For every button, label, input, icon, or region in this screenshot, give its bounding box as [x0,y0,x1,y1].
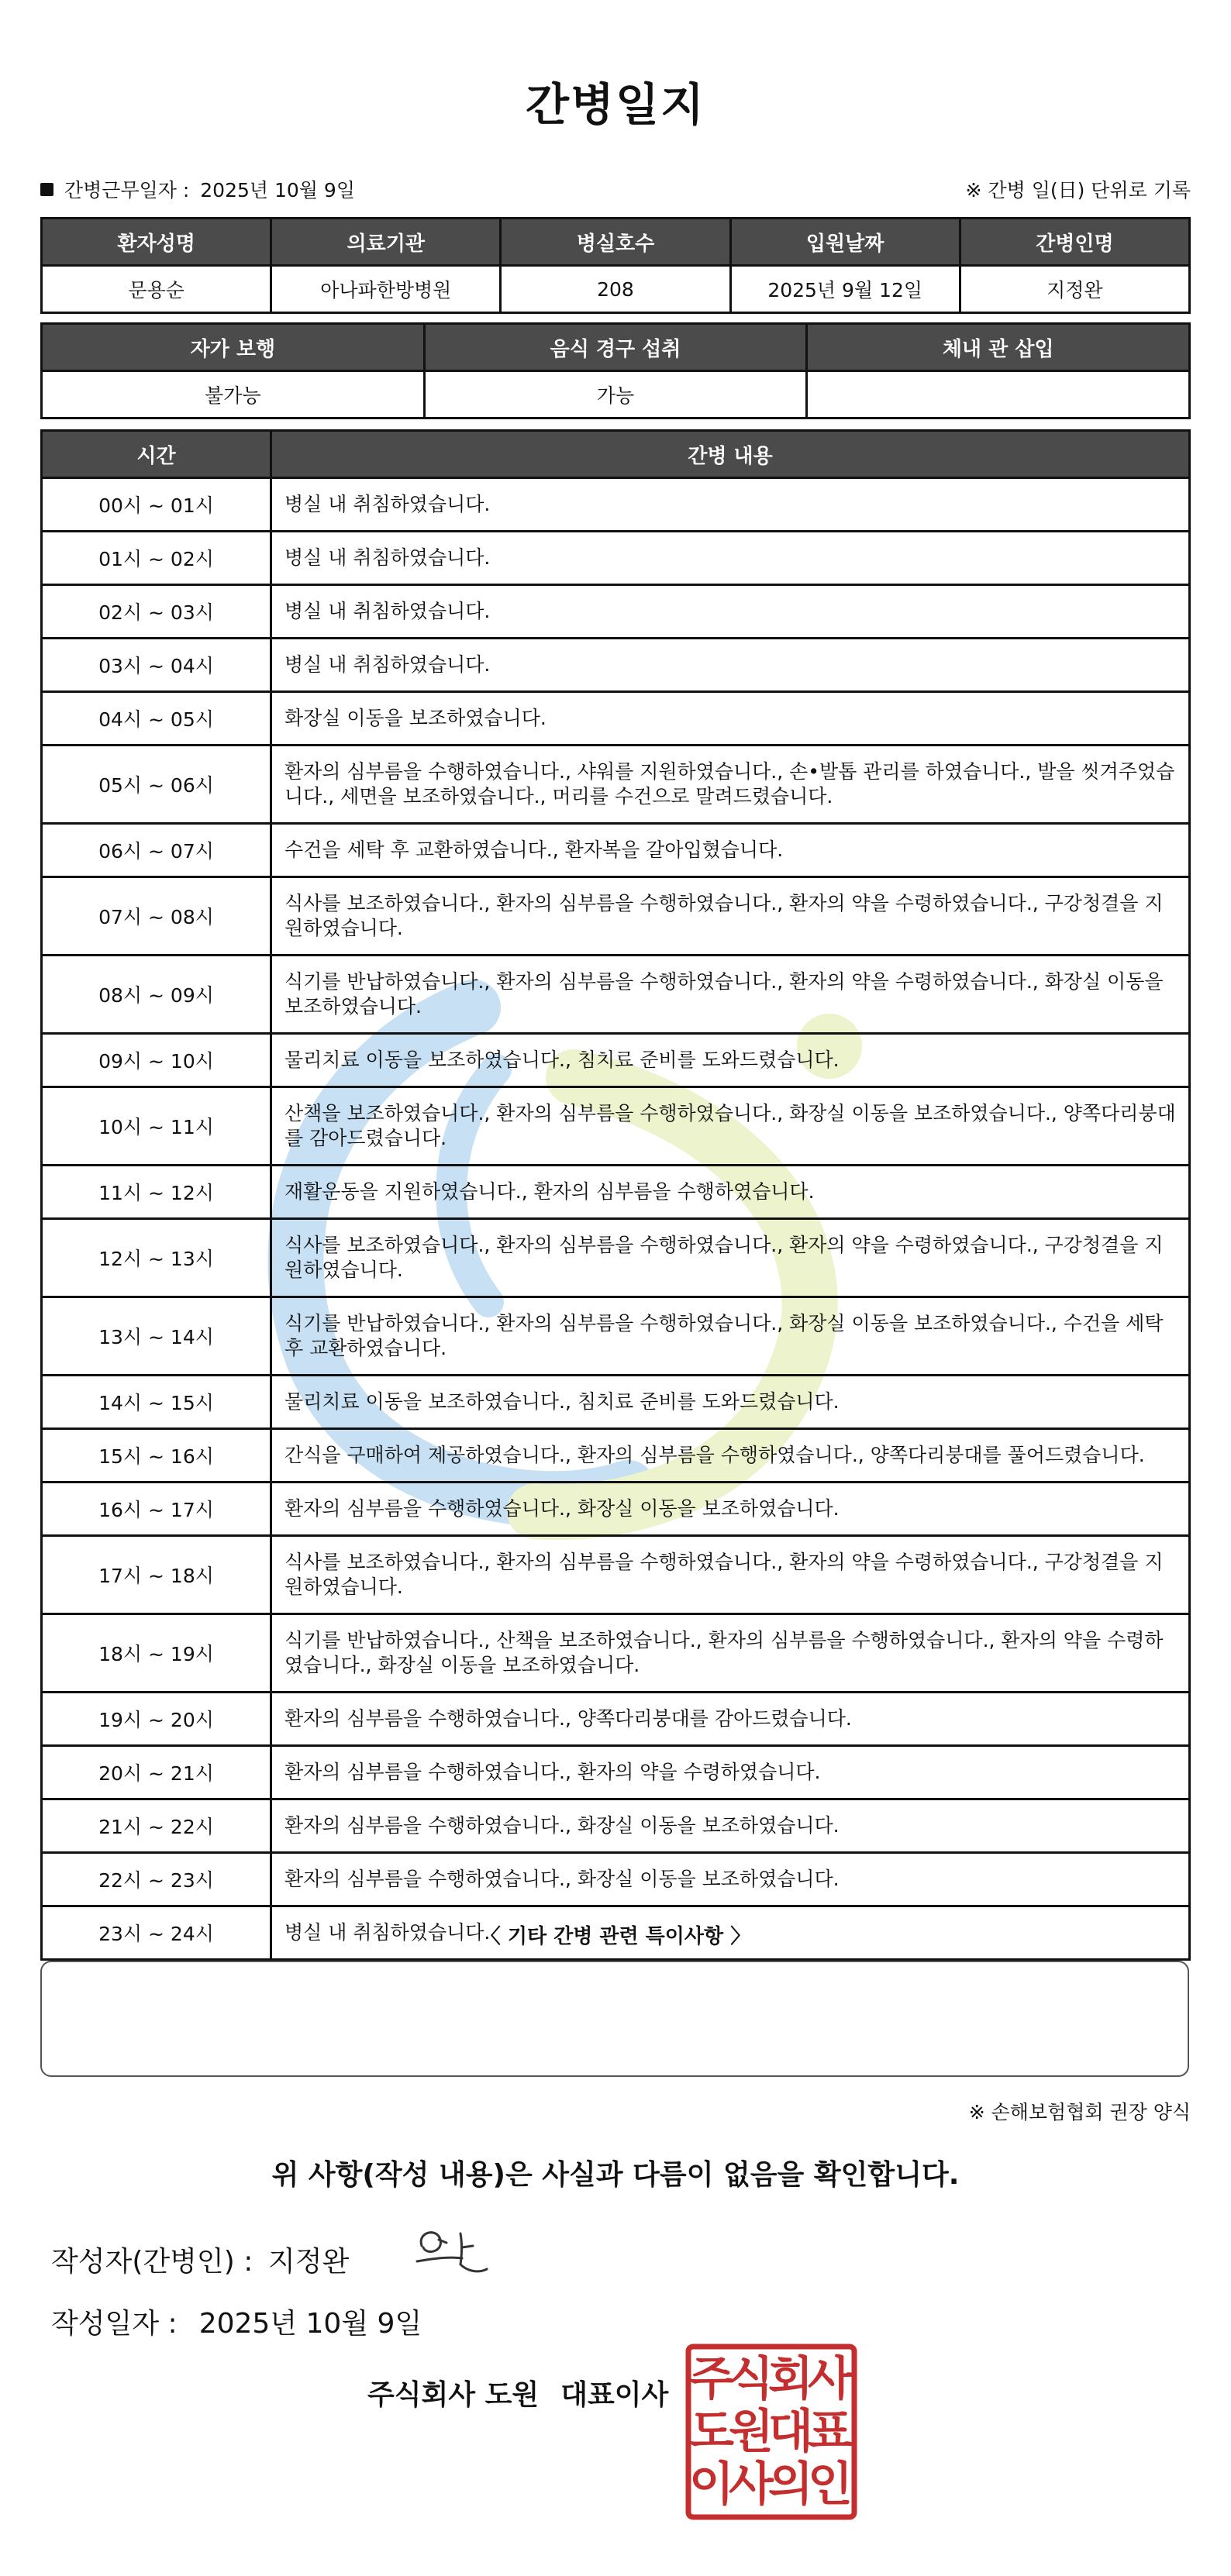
bullet-square-icon [40,183,53,196]
care-log-content: 환자의 심부름을 수행하였습니다., 화장실 이동을 보조하였습니다. [271,1799,1190,1853]
seal-character: 대 [768,2405,813,2459]
company-line [367,2373,668,2412]
care-log-row [42,1483,1190,1536]
care-log-content: 병실 내 취침하였습니다. [271,585,1190,639]
care-log-row [42,1087,1190,1166]
status-tube [807,371,1190,418]
care-log-content: 물리치료 이동을 보조하였습니다., 침치료 준비를 도와드렸습니다. [271,1376,1190,1429]
care-log-content: 식기를 반납하였습니다., 산책을 보조하였습니다., 환자의 심부름을 수행하였습니다., 환자의 약을 수령하였습니다., 화장실 이동을 보조하였습니다. [271,1614,1190,1693]
seal-character: 회 [768,2352,813,2406]
care-log-time: 20시 ~ 21시 [42,1746,271,1799]
care-log-row [42,1693,1190,1746]
handwritten-signature [411,2223,496,2285]
care-log-time: 02시 ~ 03시 [42,585,271,639]
care-log-time: 14시 ~ 15시 [42,1376,271,1429]
care-log-content: 산책을 보조하였습니다., 환자의 심부름을 수행하였습니다., 화장실 이동을 보조하였습니다., 양쪽다리붕대를 감아드렸습니다. [271,1087,1190,1166]
info-header-room: 병실호수 [501,219,730,266]
care-log-row [42,585,1190,639]
status-header-walking: 자가 보행 [42,324,425,371]
care-log-content: 환자의 심부름을 수행하였습니다., 양쪽다리붕대를 감아드렸습니다. [271,1693,1190,1746]
seal-character: 사 [808,2352,853,2406]
care-log-time: 17시 ~ 18시 [42,1536,271,1614]
seal-character: 원 [729,2405,774,2459]
company-representative: 대표이사 [560,2379,669,2411]
care-log-row [42,1034,1190,1087]
care-log-row [42,692,1190,746]
info-header-admission-date: 입원날짜 [730,219,960,266]
care-log-time: 22시 ~ 23시 [42,1853,271,1906]
care-log-row [42,1853,1190,1906]
care-log-row [42,1536,1190,1614]
write-date-line [51,2302,422,2341]
seal-character: 식 [729,2352,774,2406]
care-log-content: 식사를 보조하였습니다., 환자의 심부름을 수행하였습니다., 환자의 약을 수령하였습니다., 구강청결을 지원하였습니다. [271,1219,1190,1297]
care-log-row [42,1166,1190,1219]
info-header-patient-name: 환자성명 [42,219,271,266]
status-header-oral-intake: 음식 경구 섭취 [424,324,807,371]
work-date-label: 간병근무일자 : [64,179,190,201]
work-date-line [40,175,355,203]
patient-status-table [40,322,1191,419]
writer-label: 작성자(간병인) : [51,2246,253,2278]
status-walking: 불가능 [42,371,425,418]
care-log-row [42,824,1190,877]
remarks-box [40,1961,1189,2077]
confirmation-statement: 위 사항(작성 내용)은 사실과 다름이 없음을 확인합니다. [271,2159,960,2191]
seal-character: 의 [768,2457,813,2512]
care-log-time: 05시 ~ 06시 [42,746,271,824]
care-log-time: 09시 ~ 10시 [42,1034,271,1087]
care-log-content: 환자의 심부름을 수행하였습니다., 화장실 이동을 보조하였습니다. [271,1483,1190,1536]
care-log-row [42,478,1190,532]
log-header-content: 간병 내용 [271,431,1190,478]
write-date-value: 2025년 10월 9일 [198,2308,422,2340]
care-log-row [42,1219,1190,1297]
care-log-time: 13시 ~ 14시 [42,1297,271,1376]
association-note: ※ 손해보험협회 권장 양식 [968,2101,1191,2123]
care-log-rows [42,478,1190,1960]
seal-character: 이 [689,2457,734,2512]
care-log-content: 환자의 심부름을 수행하였습니다., 환자의 약을 수령하였습니다. [271,1746,1190,1799]
seal-character: 표 [808,2405,853,2459]
care-log-time: 21시 ~ 22시 [42,1799,271,1853]
seal-character: 주 [689,2352,734,2406]
log-header-time: 시간 [42,431,271,478]
remarks-title: 〈 기타 간병 관련 특이사항 〉 [480,1925,751,1948]
care-log-content: 환자의 심부름을 수행하였습니다., 화장실 이동을 보조하였습니다. [271,1853,1190,1906]
info-room: 208 [501,266,730,313]
care-log-content: 병실 내 취침하였습니다. [271,639,1190,692]
care-log-time: 07시 ~ 08시 [42,877,271,956]
care-log-time: 18시 ~ 19시 [42,1614,271,1693]
care-log-row [42,1614,1190,1693]
writer-name: 지정완 [268,2246,350,2278]
care-log-row [42,746,1190,824]
info-header-hospital: 의료기관 [271,219,501,266]
care-log-content: 수건을 세탁 후 교환하였습니다., 환자복을 갈아입혔습니다. [271,824,1190,877]
care-log-time: 03시 ~ 04시 [42,639,271,692]
patient-info-table [40,217,1191,314]
info-caregiver: 지정완 [960,266,1189,313]
care-log-content: 식기를 반납하였습니다., 환자의 심부름을 수행하였습니다., 환자의 약을 수령하였습니다., 화장실 이동을 보조하였습니다. [271,956,1190,1034]
seal-character: 도 [689,2405,734,2459]
care-log-row [42,956,1190,1034]
company-name: 주식회사 도원 [367,2379,540,2411]
status-header-tube: 체내 관 삽입 [807,324,1190,371]
info-patient-name: 문용순 [42,266,271,313]
care-log-content: 식사를 보조하였습니다., 환자의 심부름을 수행하였습니다., 환자의 약을 수령하였습니다., 구강청결을 지원하였습니다. [271,1536,1190,1614]
care-log-row [42,877,1190,956]
care-log-time: 15시 ~ 16시 [42,1429,271,1483]
care-log-time: 19시 ~ 20시 [42,1693,271,1746]
unit-note: ※ 간병 일(日) 단위로 기록 [965,179,1191,201]
care-log-time: 10시 ~ 11시 [42,1087,271,1166]
care-log-content: 화장실 이동을 보조하였습니다. [271,692,1190,746]
status-oral-intake: 가능 [424,371,807,418]
care-log-content: 환자의 심부름을 수행하였습니다., 샤워를 지원하였습니다., 손•발톱 관리를 하였습니다., 발을 씻겨주었습니다., 세면을 보조하였습니다., 머리를 수건으로 말려드렸습니다. [271,746,1190,824]
care-log-row [42,532,1190,585]
care-log-content: 물리치료 이동을 보조하였습니다., 침치료 준비를 도와드렸습니다. [271,1034,1190,1087]
company-seal-stamp [685,2344,857,2520]
care-log-time: 12시 ~ 13시 [42,1219,271,1297]
seal-character: 인 [808,2457,853,2512]
care-log-content: 병실 내 취침하였습니다. [271,478,1190,532]
care-log-row [42,1429,1190,1483]
care-log-time: 06시 ~ 07시 [42,824,271,877]
info-admission-date: 2025년 9월 12일 [730,266,960,313]
care-log-row [42,1376,1190,1429]
care-log-time: 01시 ~ 02시 [42,532,271,585]
care-log-row [42,639,1190,692]
care-log-time: 00시 ~ 01시 [42,478,271,532]
write-date-label: 작성일자 : [51,2308,178,2340]
seal-character: 사 [729,2457,774,2512]
care-log-time: 04시 ~ 05시 [42,692,271,746]
care-log-time: 08시 ~ 09시 [42,956,271,1034]
care-log-content: 재활운동을 지원하였습니다., 환자의 심부름을 수행하였습니다. [271,1166,1190,1219]
care-log-table [40,429,1191,1961]
info-header-caregiver: 간병인명 [960,219,1189,266]
care-log-content: 식사를 보조하였습니다., 환자의 심부름을 수행하였습니다., 환자의 약을 수령하였습니다., 구강청결을 지원하였습니다. [271,877,1190,956]
care-log-row [42,1799,1190,1853]
writer-line [51,2240,349,2279]
document-title: 간병일지 [525,78,706,131]
care-log-time: 11시 ~ 12시 [42,1166,271,1219]
care-log-row [42,1746,1190,1799]
care-log-content: 병실 내 취침하였습니다. [271,1906,1190,1960]
care-log-content: 병실 내 취침하였습니다. [271,532,1190,585]
care-log-time: 16시 ~ 17시 [42,1483,271,1536]
care-log-content: 간식을 구매하여 제공하였습니다., 환자의 심부름을 수행하였습니다., 양쪽다리붕대를 풀어드렸습니다. [271,1429,1190,1483]
work-date-value: 2025년 10월 9일 [200,179,355,201]
care-log-content: 식기를 반납하였습니다., 환자의 심부름을 수행하였습니다., 화장실 이동을 보조하였습니다., 수건을 세탁 후 교환하였습니다. [271,1297,1190,1376]
care-log-time: 23시 ~ 24시 [42,1906,271,1960]
info-hospital: 아나파한방병원 [271,266,501,313]
care-log-row [42,1297,1190,1376]
